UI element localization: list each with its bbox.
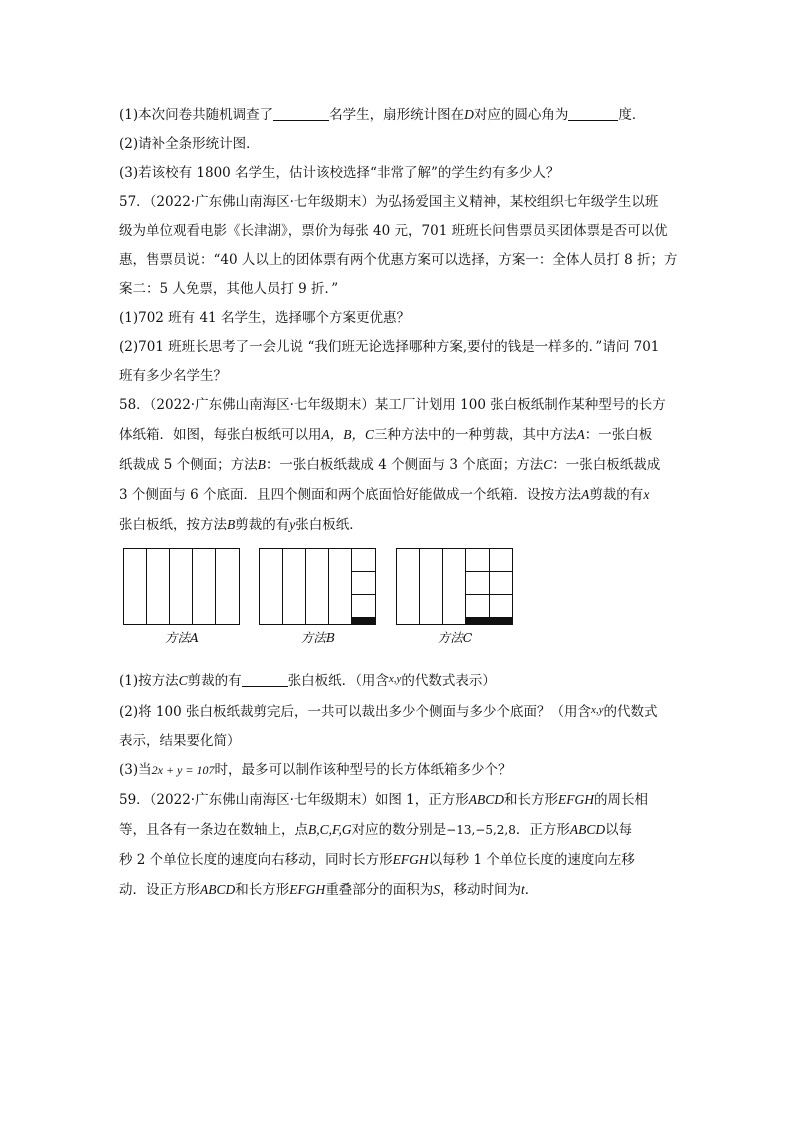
method-b-caption: 方法B <box>300 630 336 645</box>
q58-line: 张白板纸，按方法B剪裁的有y张白板纸． <box>119 517 363 533</box>
q56-part2: (2)请补全条形统计图． <box>119 136 260 152</box>
q59-line: 动．设正方形ABCD和长方形EFGH重叠部分的面积为S，移动时间为t． <box>119 882 539 898</box>
q58-line: 体纸箱．如图，每张白板纸可以用A，B，C三种方法中的一种剪裁，其中方法A：一张白板 <box>119 427 653 443</box>
q59-line: 等，且各有一条边在数轴上，点B,C,F,G对应的数分别是−13,−5,2,8．正方形ABCD以每 <box>119 822 633 838</box>
q57-line: 级为单位观看电影《长津湖》，票价为每张 40 元，701 班班长问售票员买团体票是否可以优 <box>119 223 668 239</box>
method-c-diagram <box>396 548 514 628</box>
q57-part1: (1)702 班有 41 名学生，选择哪个方案更优惠？ <box>119 310 410 326</box>
method-a-diagram <box>123 548 241 628</box>
document-page <box>119 100 679 905</box>
q58-part2-cont: 表示，结果要化简） <box>119 733 241 749</box>
q58-part2: (2)将 100 张白板纸裁剪完后，一共可以裁出多少个侧面与多少个底面？（用含$^{x,y}$的代数式 <box>119 704 658 720</box>
q57-line: 57．（2022·广东佛山南海区·七年级期末）为弘扬爱国主义精神，某校组织七年级学生以班 <box>119 194 659 210</box>
q56-part3: (3)若该校有 1800 名学生，估计该校选择“非常了解”的学生约有多少人？ <box>119 165 560 181</box>
q57-part2-cont: 班有多少名学生？ <box>119 368 227 384</box>
q58-line: 纸裁成 5 个侧面；方法B：一张白板纸裁成 4 个侧面与 3 个底面；方法C：一张白板纸裁成 <box>119 457 661 473</box>
method-c-caption: 方法C <box>437 630 473 645</box>
q57-part2: (2)701 班班长思考了一会儿说 “我们班无论选择哪种方案,要付的钱是一样多的．”请问 701 <box>119 339 660 355</box>
answer-blank <box>242 672 288 687</box>
answer-blank <box>568 106 618 121</box>
q58-line: 58．（2022·广东佛山南海区·七年级期末）某工厂计划用 100 张白板纸制作某种型号的长方 <box>119 397 666 413</box>
method-a-caption: 方法A <box>164 630 200 645</box>
q57-line: 案二：5 人免票，其他人员打 9 折．” <box>119 281 339 297</box>
q58-part1: (1)按方法C剪裁的有 张白板纸．（用含$^{x,y}$的代数式表示） <box>119 673 496 689</box>
q58-part3: (3)当2x + y = 107时，最多可以制作该种型号的长方体纸箱多少个？ <box>119 762 512 778</box>
cutting-methods-figure <box>119 540 679 665</box>
q59-line: 59．（2022·广东佛山南海区·七年级期末）如图 1，正方形ABCD和长方形EFGH的周长相 <box>119 792 648 808</box>
q59-line: 秒 2 个单位长度的速度向右移动，同时长方形EFGH以每秒 1 个单位长度的速度向左移 <box>119 852 635 868</box>
answer-blank <box>273 106 329 121</box>
method-b-diagram <box>259 548 377 628</box>
q56-part1: (1)本次问卷共随机调查了 名学生，扇形统计图在D对应的圆心角为 度． <box>119 107 646 123</box>
q57-line: 惠，售票员说：“40 人以上的团体票有两个优惠方案可以选择，方案一：全体人员打 8 折；方 <box>119 252 678 268</box>
q58-line: 3 个侧面与 6 个底面．且四个侧面和两个底面恰好能做成一个纸箱．设按方法A剪裁的有x <box>119 487 650 503</box>
